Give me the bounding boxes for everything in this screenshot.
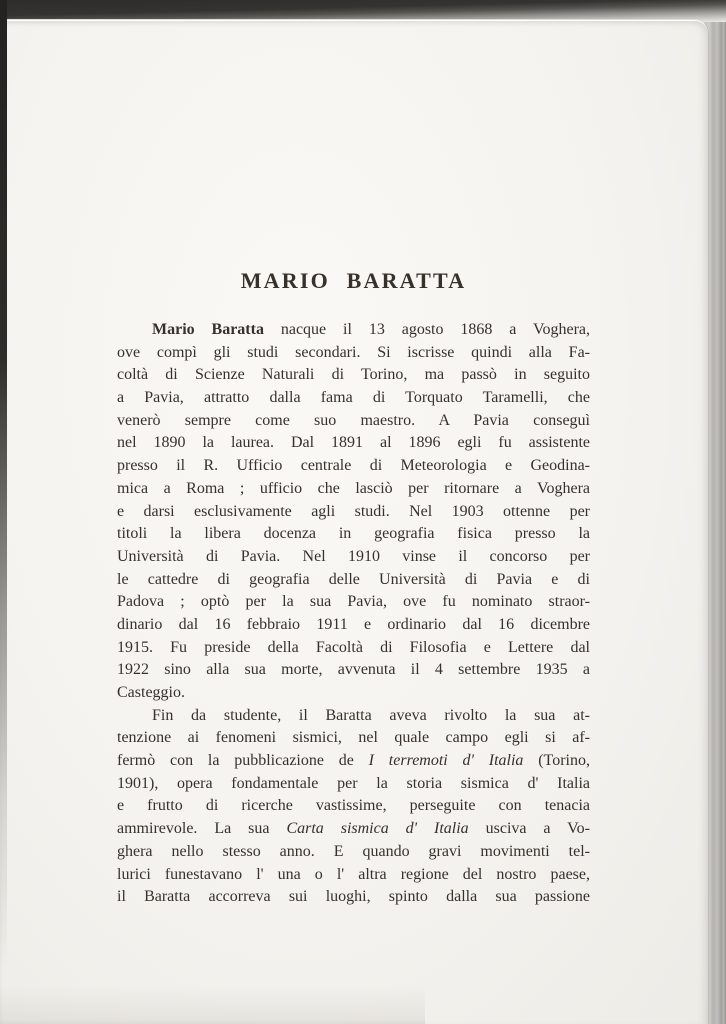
body-text: il Baratta accorreva sui luoghi, spinto dalla sua passione [117, 888, 590, 906]
body-text: Università di Pavia. Nel 1910 vinse il concorso per [117, 547, 590, 565]
text-line [117, 455, 590, 478]
body-text: e darsi esclusivamente agli studi. Nel 1903 ottenne per [117, 502, 590, 520]
text-line [117, 795, 590, 818]
body-text: ammirevole. La sua [117, 820, 287, 838]
body-text: dinario dal 16 febbraio 1911 e ordinario dal 16 dicembre [117, 615, 590, 633]
text-line [117, 591, 590, 614]
text-line [117, 841, 590, 864]
body-text: fermò con la pubblicazione de [117, 752, 369, 770]
paragraph [117, 705, 590, 909]
text-line [117, 727, 590, 750]
text-line [117, 410, 590, 433]
page-left-shadow [0, 0, 7, 1024]
text-line [117, 864, 590, 887]
text-line [117, 364, 590, 387]
text-line [117, 342, 590, 365]
body-text: lurici funestavano l' una o l' altra regione del nostro paese, [117, 865, 590, 883]
body-text: Fin da studente, il Baratta aveva rivolto la sua at- [152, 706, 590, 724]
body-text: presso il R. Ufficio centrale di Meteorologia e Geodina- [117, 457, 590, 475]
text-line [117, 659, 590, 682]
body-text: a Pavia, attratto dalla fama di Torquato Taramelli, che [117, 389, 590, 407]
body-text: titoli la libera docenza in geografia fisica presso la [117, 525, 590, 543]
body-text: usciva a Vo- [468, 820, 590, 838]
text-block [117, 319, 590, 909]
body-text: 1922 sino alla sua morte, avvenuta il 4 settembre 1935 a [117, 661, 590, 679]
italic-work-title: Carta sismica d' Italia [286, 820, 469, 838]
body-text: nacque il 13 agosto 1868 a Voghera, [263, 321, 590, 338]
book-page [0, 19, 709, 1024]
text-line [117, 432, 590, 455]
body-text: (Torino, [523, 752, 590, 770]
body-text: 1901), opera fondamentale per la storia sismica d' Italia [117, 774, 590, 792]
body-text: coltà di Scienze Naturali di Torino, ma passò in seguito [117, 366, 590, 384]
body-text: nel 1890 la laurea. Dal 1891 al 1896 egli fu assistente [117, 434, 590, 452]
body-text: 1915. Fu preside della Facoltà di Filosofia e Lettere dal [117, 638, 590, 656]
body-text: venerò sempre come suo maestro. A Pavia conseguì [117, 411, 590, 429]
body-text: le cattedre di geografia delle Università di Pavia e di [117, 570, 590, 588]
text-line [117, 886, 590, 909]
text-line [117, 750, 590, 773]
text-line [117, 637, 590, 660]
text-line [117, 614, 590, 637]
text-line [117, 501, 590, 524]
body-text: ove compì gli studi secondari. Si iscrisse quindi alla Fa- [117, 343, 590, 361]
text-line [117, 569, 590, 592]
text-line [117, 523, 590, 546]
text-line [117, 478, 590, 501]
text-line [117, 387, 590, 410]
body-text: Casteggio. [117, 684, 185, 701]
text-line [117, 773, 590, 796]
bold-text: Mario Baratta [152, 321, 264, 338]
text-line [117, 682, 590, 705]
page-title: MARIO BARATTA [240, 268, 467, 293]
body-text: ghera nello stesso anno. E quando gravi movimenti tel- [117, 842, 590, 860]
text-line [117, 546, 590, 569]
body-text: e frutto di ricerche vastissime, perseguite con tenacia [117, 797, 590, 815]
paragraph [117, 319, 590, 705]
body-text: tenzione ai fenomeni sismici, nel quale campo egli si af- [117, 729, 590, 747]
text-line [117, 705, 590, 728]
body-text: Padova ; optò per la sua Pavia, ove fu nominato straor- [117, 593, 590, 611]
text-line [117, 818, 590, 841]
text-line [117, 319, 590, 342]
italic-work-title: I terremoti d' Italia [368, 752, 524, 770]
body-text: mica a Roma ; ufficio che lasciò per ritornare a Voghera [117, 479, 590, 497]
